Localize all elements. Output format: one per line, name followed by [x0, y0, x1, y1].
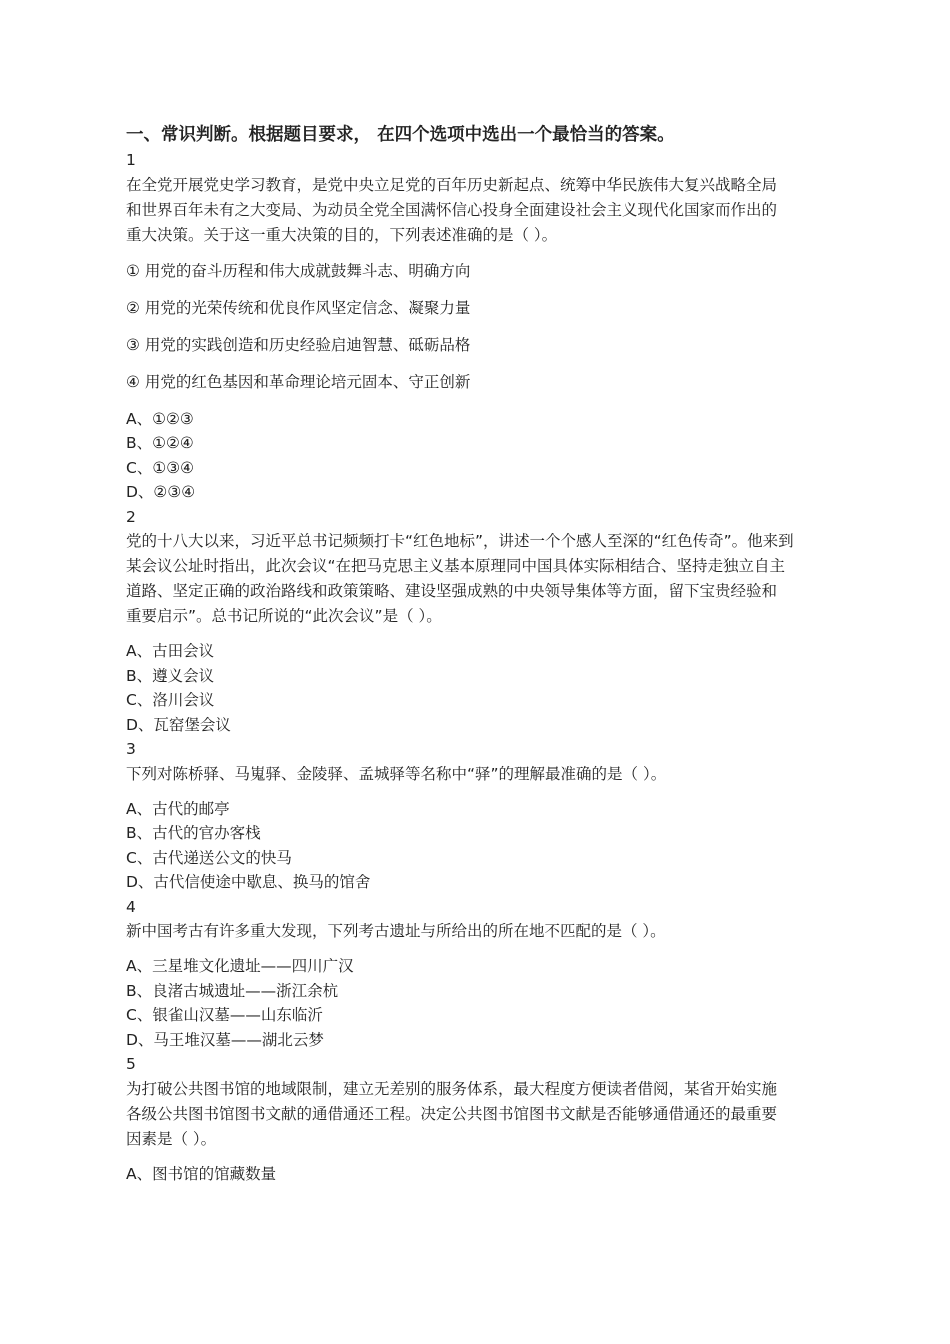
- option-a: A、古田会议: [126, 642, 215, 660]
- statement-3: ③ 用党的实践创造和历史经验启迪智慧、砥砺品格: [126, 335, 471, 354]
- option-c: C、洛川会议: [126, 691, 215, 709]
- stem-line: 某会议公址时指出，此次会议“在把马克思主义基本原理同中国具体实际相结合、坚持走独立自主: [126, 557, 786, 575]
- option-list: [126, 954, 830, 1052]
- statement-2: ② 用党的光荣传统和优良作风坚定信念、凝聚力量: [126, 298, 471, 317]
- stem-line: 和世界百年未有之大变局、为动员全党全国满怀信心投身全面建设社会主义现代化国家而作出的: [126, 200, 778, 219]
- statement-list: [126, 259, 830, 395]
- option-c: C、古代递送公文的快马: [126, 848, 292, 867]
- option-list: [126, 639, 830, 737]
- option-a: A、三星堆文化遗址——四川广汉: [126, 957, 354, 975]
- stem-line: 重大决策。关于这一重大决策的目的，下列表述准确的是（ ）。: [126, 225, 558, 244]
- question-number: 2: [126, 507, 136, 526]
- stem-line: 各级公共图书馆图书文献的通借通还工程。决定公共图书馆图书文献是否能够通借通还的最重要: [126, 1104, 778, 1123]
- stem-line: 重要启示”。总书记所说的“此次会议”是（ ）。: [126, 607, 442, 625]
- question-stem: [126, 529, 830, 629]
- option-list: [126, 1162, 830, 1187]
- option-d: D、古代信使途中歇息、换马的馆舍: [126, 873, 371, 891]
- exam-page: [126, 122, 830, 1186]
- question-5: [126, 1052, 830, 1186]
- stem-line: 道路、坚定正确的政治路线和政策策略、建设坚强成熟的中央领导集体等方面，留下宝贵经验和: [126, 582, 778, 600]
- question-stem: [126, 1077, 830, 1152]
- stem-line: 党的十八大以来，习近平总书记频频打卡“红色地标”，讲述一个个感人至深的“红色传奇”。他来到: [126, 532, 794, 550]
- question-number: 5: [126, 1055, 136, 1073]
- statement-4: ④ 用党的红色基因和革命理论培元固本、守正创新: [126, 372, 471, 391]
- question-2: [126, 505, 830, 738]
- question-stem: [126, 173, 830, 248]
- question-4: [126, 895, 830, 1053]
- option-d: D、②③④: [126, 483, 196, 501]
- question-stem: [126, 919, 830, 944]
- option-list: [126, 407, 830, 505]
- stem-line: 下列对陈桥驿、马嵬驿、金陵驿、孟城驿等名称中“驿”的理解最准确的是（ ）。: [126, 764, 667, 783]
- option-b: B、良渚古城遗址——浙江余杭: [126, 981, 339, 1000]
- question-1: [126, 148, 830, 505]
- option-c: C、银雀山汉墓——山东临沂: [126, 1006, 323, 1024]
- question-number: 4: [126, 897, 136, 916]
- stem-line: 在全党开展党史学习教育，是党中央立足党的百年历史新起点、统筹中华民族伟大复兴战略全局: [126, 175, 778, 194]
- option-a: A、古代的邮亭: [126, 799, 230, 818]
- option-a: A、图书馆的馆藏数量: [126, 1164, 277, 1183]
- option-d: D、马王堆汉墓——湖北云梦: [126, 1030, 324, 1049]
- option-c: C、①③④: [126, 458, 195, 477]
- stem-line: 因素是（ ）。: [126, 1129, 217, 1148]
- question-3: [126, 737, 830, 895]
- statement-1: ① 用党的奋斗历程和伟大成就鼓舞斗志、明确方向: [126, 261, 471, 280]
- option-d: D、瓦窑堡会议: [126, 715, 231, 734]
- stem-line: 为打破公共图书馆的地域限制，建立无差别的服务体系，最大程度方便读者借阅，某省开始实施: [126, 1079, 778, 1098]
- option-b: B、古代的官办客栈: [126, 824, 261, 842]
- question-number: 1: [126, 151, 136, 169]
- option-b: B、①②④: [126, 434, 194, 452]
- option-list: [126, 797, 830, 895]
- option-b: B、遵义会议: [126, 666, 215, 685]
- question-number: 3: [126, 740, 136, 758]
- question-stem: [126, 762, 830, 787]
- option-a: A、①②③: [126, 409, 194, 428]
- stem-line: 新中国考古有许多重大发现，下列考古遗址与所给出的所在地不匹配的是（ ）。: [126, 922, 666, 940]
- section-title: 一、常识判断。根据题目要求， 在四个选项中选出一个最恰当的答案。: [126, 125, 675, 145]
